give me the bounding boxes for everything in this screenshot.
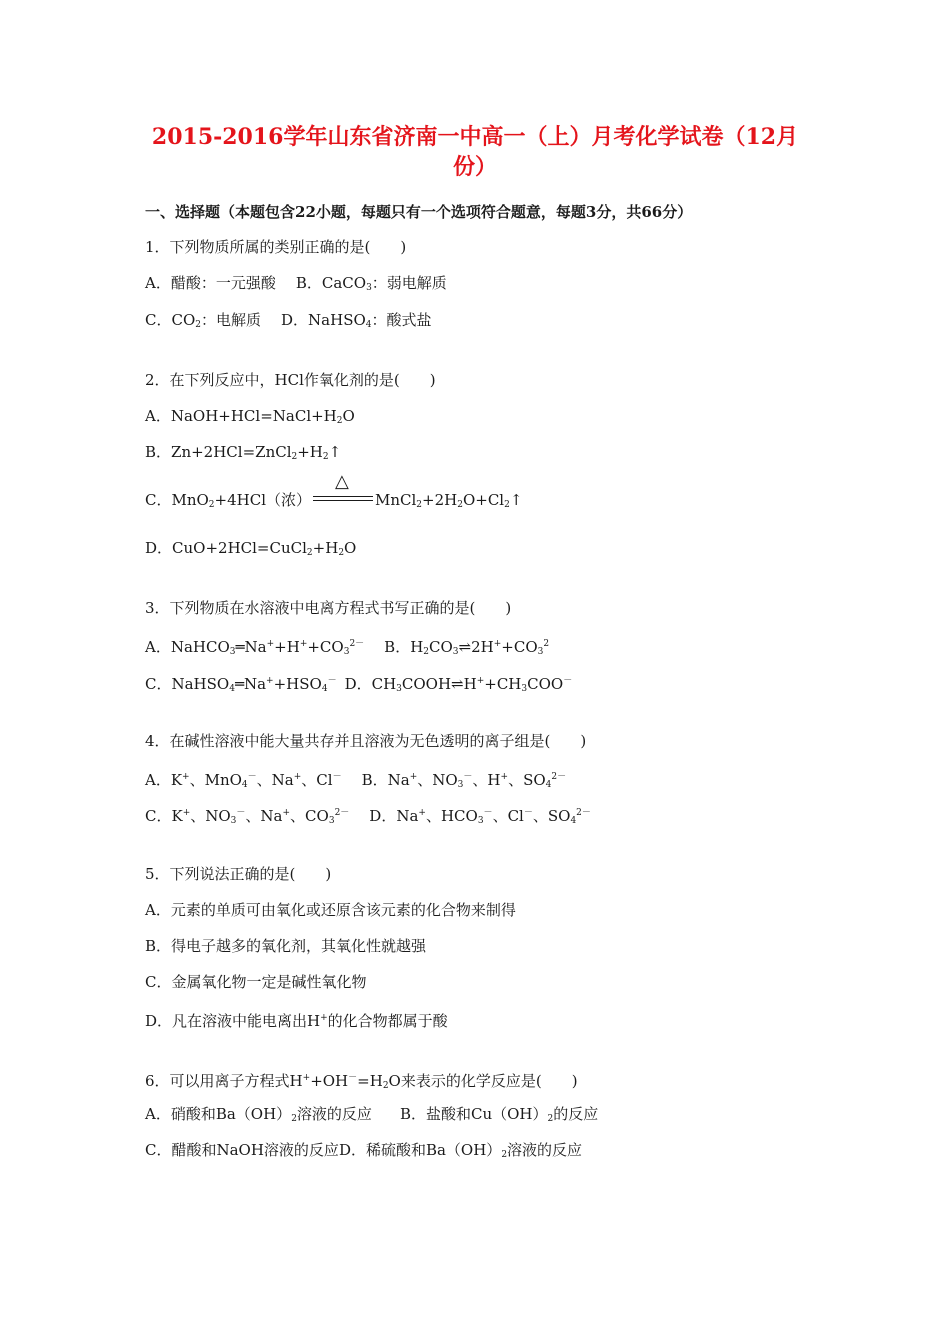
q2-option-a: A．$NaOH+HCl=NaCl+H_2O$ xyxy=(145,407,355,426)
q6-stem: 6．可以用离子方程式$H^++OH^-=H_2O$来表示的化学反应是( ) xyxy=(145,1072,578,1091)
exam-title xyxy=(120,122,830,182)
heat-triangle-icon: △ xyxy=(335,471,349,492)
q5-option-b: B．得电子越多的氧化剂，其氧化性就越强 xyxy=(145,937,427,955)
q6-option-c: C．醋酸和NaOH溶液的反应 xyxy=(145,1141,339,1159)
q4-option-d: D．Na+、$HCO_3^-$、Cl－、$SO_4^{2-}$ xyxy=(369,807,591,826)
exam-title-line1: 2015-2016学年山东省济南一中高一（上）月考化学试卷（12月 xyxy=(151,124,799,150)
q3-stem: 3．下列物质在水溶液中电离方程式书写正确的是( ) xyxy=(145,599,512,617)
q1-option-a: A．醋酸：一元强酸 xyxy=(145,274,276,292)
q3-option-a: A．$NaHCO_3═Na^++H^++CO_3^{2-}$ xyxy=(145,638,365,657)
heat-condition-sign xyxy=(311,471,375,510)
q3-option-d: D．$CH_3COOH\rightleftharpoons H^++CH_3COO^-$ xyxy=(344,675,573,694)
q6-options-cd xyxy=(145,1140,582,1165)
q1-options-ab xyxy=(145,273,447,298)
q3-option-b: B．$H_2CO_3\rightleftharpoons 2H^++CO_3^2$ xyxy=(384,638,550,657)
q3-options-ab xyxy=(145,634,549,662)
q4-options-cd xyxy=(145,803,591,831)
q1-option-b: B．CaCO$_3$：弱电解质 xyxy=(295,274,447,293)
q4-option-c: C．K+、$NO_3^-$、Na+、$CO_3^{2-}$ xyxy=(145,807,350,826)
q5-option-c: C．金属氧化物一定是碱性氧化物 xyxy=(145,973,367,991)
q1-options-cd xyxy=(145,310,432,335)
q6-option-a: A．硝酸和$Ba(OH)_2$溶液的反应 xyxy=(145,1105,372,1124)
q2-option-c: C．MnO$_2$+4HCl（浓） △ $MnCl_2+2H_2O+Cl_2↑$ xyxy=(145,471,523,510)
q6-options-ab xyxy=(145,1104,598,1129)
q5-stem: 5．下列说法正确的是( ) xyxy=(145,865,332,883)
q2-stem: 2．在下列反应中，HCl作氧化剂的是( ) xyxy=(145,371,436,389)
q5-option-d: D．凡在溶液中能电离出H+的化合物都属于酸 xyxy=(145,1012,448,1030)
q1-option-c: C．$CO_2$：电解质 xyxy=(145,311,262,330)
q4-options-ab xyxy=(145,767,566,795)
q3-options-cd xyxy=(145,671,572,699)
q4-option-a: A．K+、MnO$_4$－、Na+、Cl－ xyxy=(145,771,342,790)
section-heading: 一、选择题（本题包含22小题，每题只有一个选项符合题意，每题3分，共66分） xyxy=(145,203,693,221)
q4-option-b: B．Na+、$NO_3^-$、H+、$SO_4^{2-}$ xyxy=(361,771,567,790)
q2-option-b: B．$Zn+2HCl=ZnCl_2+H_2↑$ xyxy=(145,443,342,462)
q1-option-d: D．NaHSO$_4$：酸式盐 xyxy=(281,311,432,330)
q1-stem: 1．下列物质所属的类别正确的是( ) xyxy=(145,238,407,256)
q2-option-d: D．$CuO+2HCl=CuCl_2+H_2O$ xyxy=(145,539,357,558)
q6-option-d: D．稀硫酸和$Ba(OH)_2$溶液的反应 xyxy=(338,1141,583,1160)
q6-option-b: B．盐酸和$Cu(OH)_2$的反应 xyxy=(399,1105,599,1124)
q3-option-c: C．$NaHSO_4═Na^++HSO_4^-$ xyxy=(145,675,337,694)
q4-stem: 4．在碱性溶液中能大量共存并且溶液为无色透明的离子组是( ) xyxy=(145,732,587,750)
exam-title-line2: 份） xyxy=(452,154,497,180)
q5-option-a: A．元素的单质可由氧化或还原含该元素的化合物来制得 xyxy=(145,901,516,919)
